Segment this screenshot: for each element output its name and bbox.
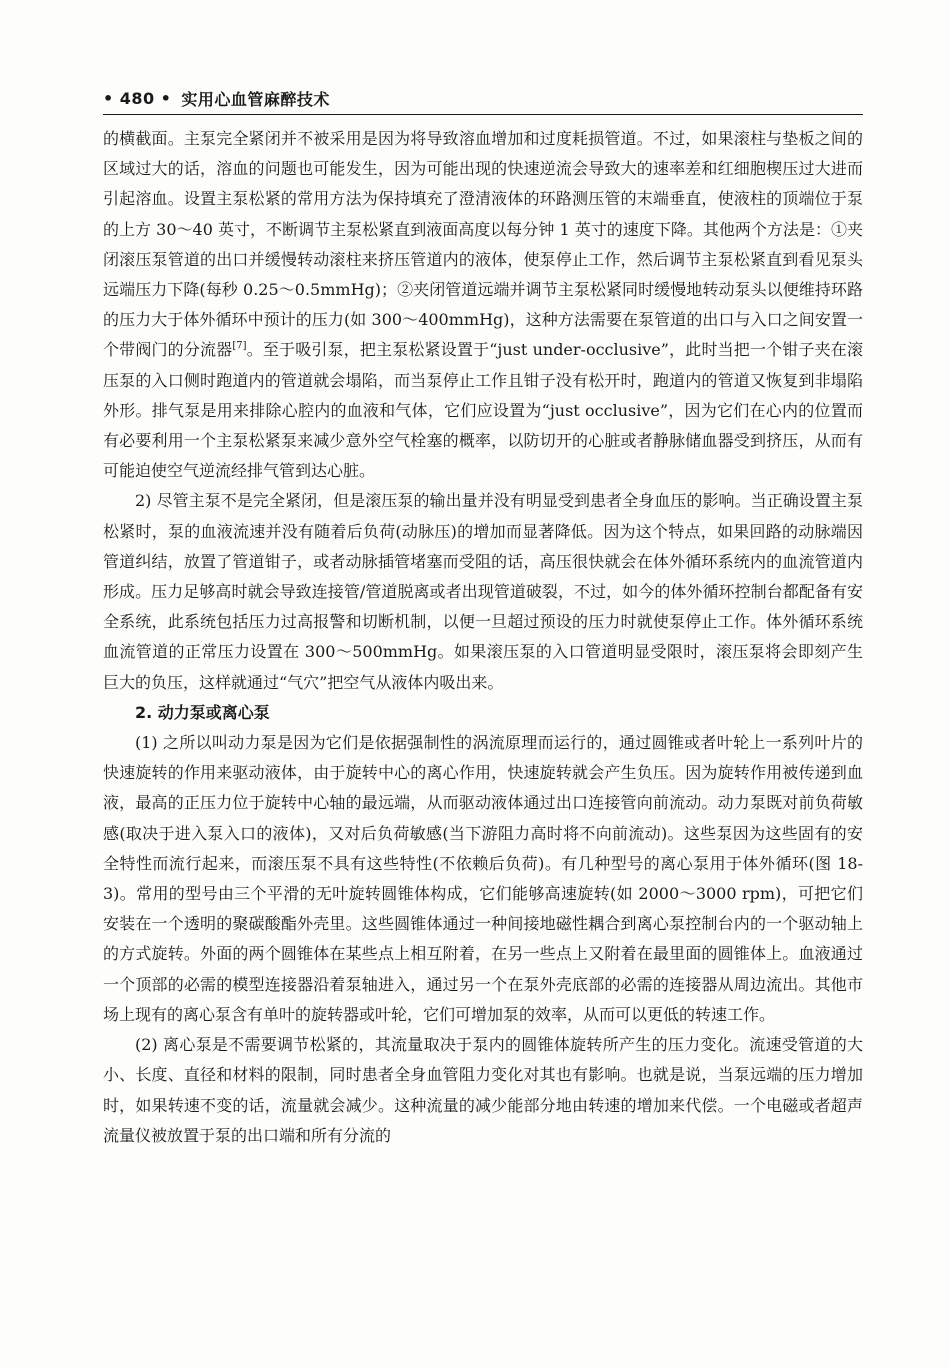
book-title: 实用心血管麻醉技术 bbox=[181, 89, 330, 109]
header-rule bbox=[103, 114, 863, 115]
header-bullet-right: • bbox=[160, 88, 172, 108]
reference-citation: [7] bbox=[232, 341, 247, 353]
body-text bbox=[103, 124, 863, 1151]
paragraph-1-tail: 。至于吸引泵，把主泵松紧设置于“just under-occlusive”，此时当把一个钳子夹在滚压泵的入口侧时跑道内的管道就会塌陷，而当泵停止工作且钳子没有松开时，跑道内的管道又恢复到非塌陷外形。排气泵是用来排除心腔内的血液和气体，它们应设置为“just occlusive”，因为它们在心内的位置而有必要利用一个主泵松紧泵来减少意外空气栓塞的概率，以防切开的心脏或者静脉储血器受到挤压，从而有可能迫使空气逆流经排气管到达心脏。 bbox=[103, 340, 863, 481]
paragraph-3: (1) 之所以叫动力泵是因为它们是依据强制性的涡流原理而运行的，通过圆锥或者叶轮上一系列叶片的快速旋转的作用来驱动液体，由于旋转中心的离心作用，快速旋转就会产生负压。因为旋转作用被传递到血液，最高的正压力位于旋转中心轴的最远端，从而驱动液体通过出口连接管向前流动。动力泵既对前负荷敏感(取决于进入泵入口的液体)，又对后负荷敏感(当下游阻力高时将不向前流动)。这些泵因为这些固有的安全特性而流行起来，而滚压泵不具有这些特性(不依赖后负荷)。有几种型号的离心泵用于体外循环(图 18-3)。常用的型号由三个平滑的无叶旋转圆锥体构成，它们能够高速旋转(如 2000～3000 rpm)，可把它们安装在一个透明的聚碳酸酯外壳里。这些圆锥体通过一种间接地磁性耦合到离心泵控制台内的一个驱动轴上的方式旋转。外面的两个圆锥体在某些点上相互附着，在另一些点上又附着在最里面的圆锥体上。血液通过一个顶部的必需的模型连接器沿着泵轴进入，通过另一个在泵外壳底部的必需的连接器从周边流出。其他市场上现有的离心泵含有单叶的旋转器或叶轮，它们可增加泵的效率，从而可以更低的转速工作。 bbox=[103, 733, 863, 1024]
paragraph-4: (2) 离心泵是不需要调节松紧的，其流量取决于泵内的圆锥体旋转所产生的压力变化。流速受管道的大小、长度、直径和材料的限制，同时患者全身血管阻力变化对其也有影响。也就是说，当泵远端的压力增加时，如果转速不变的话，流量就会减少。这种流量的减少能部分地由转速的增加来代偿。一个电磁或者超声流量仪被放置于泵的出口端和所有分流的 bbox=[103, 1035, 863, 1145]
page-number: 480 bbox=[119, 88, 155, 108]
paragraph-1-text: 的横截面。主泵完全紧闭并不被采用是因为将导致溶血增加和过度耗损管道。不过，如果滚柱与垫板之间的区域过大的话，溶血的问题也可能发生，因为可能出现的快速逆流会导致大的速率差和红细胞楔压过大进而引起溶血。设置主泵松紧的常用方法为保持填充了澄清液体的环路测压管的末端垂直，使液柱的顶端位于泵的上方 30～40 英寸，不断调节主泵松紧直到液面高度以每分钟 1 英寸的速度下降。其他两个方法是：①夹闭滚压泵管道的出口并缓慢转动滚柱来挤压管道内的液体，使泵停止工作，然后调节主泵松紧直到看见泵头远端压力下降(每秒 0.25～0.5mmHg)；②夹闭管道远端并调节主泵松紧同时缓慢地转动泵头以便维持环路的压力大于体外循环中预计的压力(如 300～400mmHg)，这种方法需要在泵管道的出口与入口之间安置一个带阀门的分流器 bbox=[103, 129, 863, 360]
running-head bbox=[103, 82, 863, 114]
section-heading: 2. 动力泵或离心泵 bbox=[135, 702, 270, 722]
paragraph-continued bbox=[103, 124, 863, 486]
paragraph-2: 2) 尽管主泵不是完全紧闭，但是滚压泵的输出量并没有明显受到患者全身血压的影响。当正确设置主泵松紧时，泵的血液流速并没有随着后负荷(动脉压)的增加而显著降低。因为这个特点，如果回路的动脉端因管道纠结，放置了管道钳子，或者动脉插管堵塞而受阻的话，高压很快就会在体外循环系统内的血流管道内形成。压力足够高时就会导致连接管/管道脱离或者出现管道破裂，不过，如今的体外循环控制台都配备有安全系统，此系统包括压力过高报警和切断机制，以便一旦超过预设的压力时就使泵停止工作。体外循环系统血流管道的正常压力设置在 300～500mmHg。如果滚压泵的入口管道明显受限时，滚压泵将会即刻产生巨大的负压，这样就通过“气穴”把空气从液体内吸出来。 bbox=[103, 491, 863, 692]
header-bullet-left: • bbox=[103, 88, 114, 108]
